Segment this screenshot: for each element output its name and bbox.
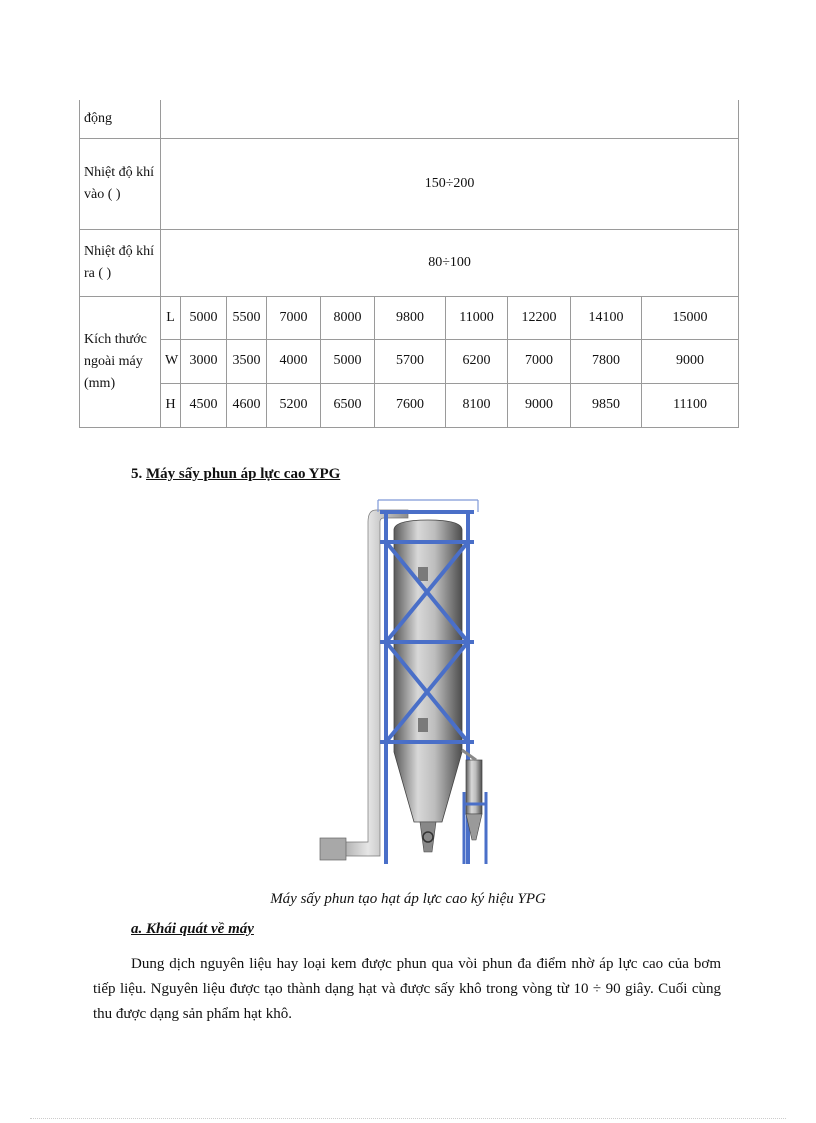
- outlet-temp-value: 80÷100: [161, 229, 739, 296]
- body-paragraph: [93, 952, 721, 1027]
- dim-cell: 8000: [321, 296, 375, 339]
- section-heading: [131, 466, 340, 483]
- dim-cell: 3000: [181, 339, 227, 383]
- section-number: 5.: [131, 466, 143, 482]
- dim-axis: H: [161, 383, 181, 427]
- dim-cell: 14100: [571, 296, 642, 339]
- dim-cell: 15000: [642, 296, 739, 339]
- subsection-title: a. Khái quát về máy: [131, 921, 254, 937]
- row-label-engine: động: [80, 100, 161, 138]
- dim-cell: 5000: [321, 339, 375, 383]
- dim-cell: 5000: [181, 296, 227, 339]
- dim-cell: 9850: [571, 383, 642, 427]
- dim-cell: 4000: [267, 339, 321, 383]
- dim-cell: 8100: [446, 383, 508, 427]
- dim-axis: L: [161, 296, 181, 339]
- dim-cell: 7800: [571, 339, 642, 383]
- dim-cell: 9000: [508, 383, 571, 427]
- dim-cell: 4600: [227, 383, 267, 427]
- subsection-heading: [131, 921, 254, 938]
- paragraph-text: Dung dịch nguyên liệu hay loại kem được phun qua vòi phun đa điểm nhờ áp lực cao của bơm tiếp liệu. Nguyên liệu được tạo thành dạng hạt và được sấy khô trong vòng từ 10 ÷ 90 giây. Cuối cùng thu được dạng sản phẩm hạt khô.: [93, 956, 721, 1022]
- row-label-dimensions: Kích thước ngoài máy (mm): [80, 296, 161, 427]
- row-label-inlet-temp: Nhiệt độ khí vào ( ): [80, 138, 161, 229]
- figure-caption: Máy sấy phun tạo hạt áp lực cao ký hiệu YPG: [270, 891, 546, 907]
- row-label-outlet-temp: Nhiệt độ khí ra ( ): [80, 229, 161, 296]
- dim-cell: 11000: [446, 296, 508, 339]
- dim-cell: 5500: [227, 296, 267, 339]
- page-footer-divider: [30, 1118, 786, 1119]
- dim-cell: 9000: [642, 339, 739, 383]
- spray-dryer-illustration: [318, 492, 493, 882]
- dim-cell: 4500: [181, 383, 227, 427]
- dim-cell: 5200: [267, 383, 321, 427]
- dim-axis: W: [161, 339, 181, 383]
- row-value-engine: [161, 100, 739, 138]
- dim-cell: 3500: [227, 339, 267, 383]
- dim-cell: 9800: [375, 296, 446, 339]
- dim-cell: 6200: [446, 339, 508, 383]
- dim-cell: 6500: [321, 383, 375, 427]
- dim-cell: 12200: [508, 296, 571, 339]
- dim-cell: 5700: [375, 339, 446, 383]
- dim-cell: 7000: [508, 339, 571, 383]
- spec-table: [79, 100, 739, 428]
- dim-cell: 7000: [267, 296, 321, 339]
- inlet-temp-value: 150÷200: [161, 138, 739, 229]
- dim-cell: 7600: [375, 383, 446, 427]
- dim-cell: 11100: [642, 383, 739, 427]
- section-title: Máy sấy phun áp lực cao YPG: [146, 466, 341, 482]
